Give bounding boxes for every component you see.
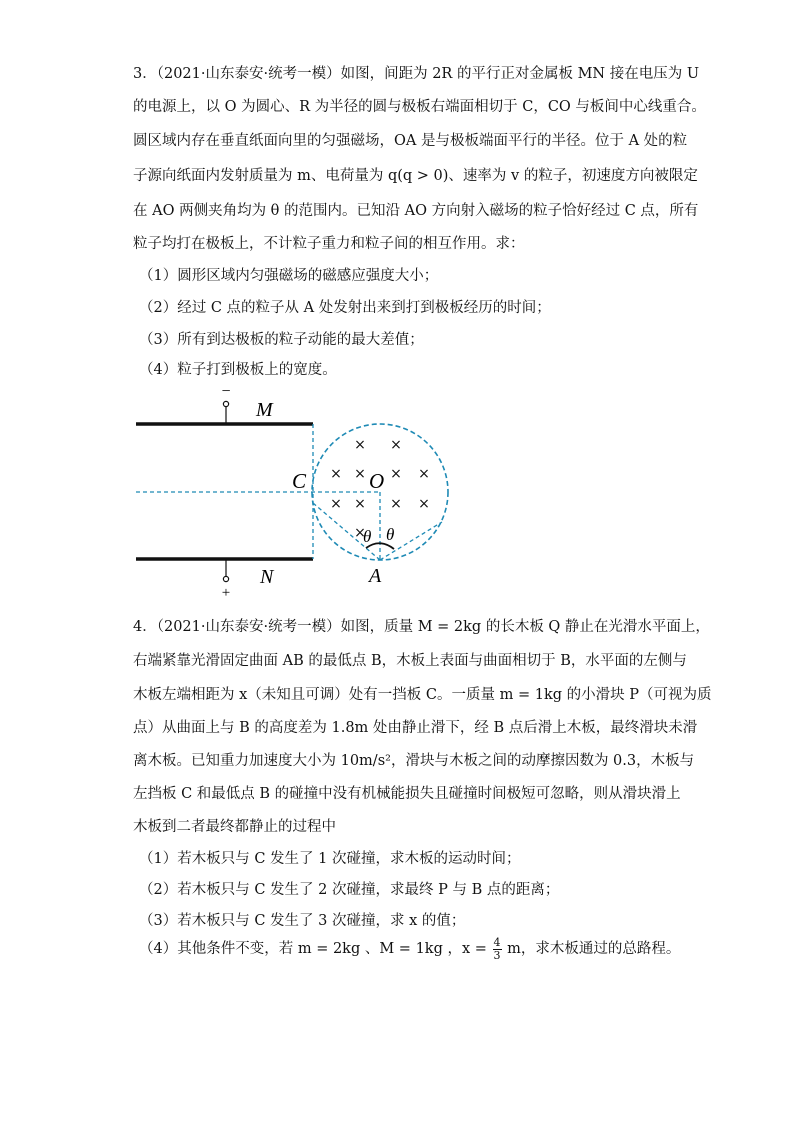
q3-figure — [130, 386, 460, 606]
q3-subquestion: （4）粒子打到极板上的宽度。 — [139, 362, 337, 378]
fraction — [493, 937, 502, 962]
q4-line: 木板到二者最终都静止的过程中 — [133, 819, 336, 835]
terminal-n — [223, 576, 228, 581]
label-a: A — [369, 565, 382, 587]
q4-line: 左挡板 C 和最低点 B 的碰撞中没有机械能损失且碰撞时间极短可忽略，则从滑块滑上 — [133, 786, 681, 802]
field-cross: × — [390, 466, 402, 482]
q4-sub4-suffix: m，求木板通过的总路程。 — [507, 941, 681, 957]
field-cross: × — [390, 437, 402, 453]
q4-line: 木板左端相距为 x（未知且可调）处有一挡板 C。一质量 m = 1kg 的小滑块 P（可视为质 — [133, 687, 712, 703]
field-cross: × — [354, 525, 366, 541]
q4-line: 4．（2021·山东泰安·统考一模）如图，质量 M = 2kg 的长木板 Q 静止在光滑水平面上， — [133, 619, 710, 635]
q4-subquestion: （2）若木板只与 C 发生了 2 次碰撞，求最终 P 与 B 点的距离； — [139, 882, 560, 898]
plus-sign: + — [221, 585, 231, 601]
fraction-denominator: 3 — [493, 948, 501, 962]
q4-line: 右端紧靠光滑固定曲面 AB 的最低点 B，木板上表面与曲面相切于 B，水平面的左侧与 — [133, 653, 687, 669]
terminal-m — [223, 401, 228, 406]
minus-sign: − — [221, 386, 231, 400]
q4-line: 离木板。已知重力加速度大小为 10m/s²，滑块与木板之间的动摩擦因数为 0.3，木板与 — [133, 753, 695, 769]
label-theta-right: θ — [386, 525, 395, 544]
field-cross: × — [418, 466, 430, 482]
q4-subquestion: （3）若木板只与 C 发生了 3 次碰撞，求 x 的值； — [139, 913, 466, 929]
q3-subquestion: （2）经过 C 点的粒子从 A 处发射出来到打到极板经历的时间； — [139, 300, 551, 316]
q3-line: 粒子均打在极板上，不计粒子重力和粒子间的相互作用。求： — [133, 236, 525, 252]
q3-line: 的电源上，以 O 为圆心、R 为半径的圆与极板右端面相切于 C，CO 与板间中心线重合。 — [133, 99, 706, 115]
q4-line: 点）从曲面上与 B 的高度差为 1.8m 处由静止滑下，经 B 点后滑上木板，最终滑块未滑 — [133, 720, 698, 736]
field-cross: × — [354, 466, 366, 482]
q4-subquestion-4 — [139, 934, 679, 964]
label-n: N — [260, 566, 274, 588]
q3-line: 在 AO 两侧夹角均为 θ 的范围内。已知沿 AO 方向射入磁场的粒子恰好经过 C 点，所有 — [133, 203, 699, 219]
q3-line: 子源向纸面内发射质量为 m、电荷量为 q(q > 0)、速率为 v 的粒子，初速度方向被限定 — [133, 168, 698, 184]
label-c: C — [292, 469, 307, 493]
field-cross: × — [390, 496, 402, 512]
field-cross: × — [354, 437, 366, 453]
q3-subquestion: （3）所有到达极板的粒子动能的最大差值； — [139, 332, 424, 348]
label-m: M — [256, 399, 273, 421]
fraction-numerator: 4 — [493, 935, 501, 949]
label-o: O — [369, 469, 385, 493]
field-cross: × — [330, 496, 342, 512]
field-cross: × — [354, 496, 366, 512]
q4-subquestion: （1）若木板只与 C 发生了 1 次碰撞，求木板的运动时间； — [139, 851, 521, 867]
q4-sub4-prefix: （4）其他条件不变，若 m = 2kg 、M = 1kg ，x = — [139, 941, 487, 957]
field-cross: × — [418, 496, 430, 512]
field-cross: × — [330, 466, 342, 482]
q3-line: 3．（2021·山东泰安·统考一模）如图，间距为 2R 的平行正对金属板 MN 接在电压为 U — [133, 66, 700, 82]
label-theta-left: θ — [363, 527, 372, 546]
q3-subquestion: （1）圆形区域内匀强磁场的磁感应强度大小； — [139, 268, 439, 284]
q3-line: 圆区域内存在垂直纸面向里的匀强磁场，OA 是与极板端面平行的半径。位于 A 处的粒 — [133, 133, 688, 149]
